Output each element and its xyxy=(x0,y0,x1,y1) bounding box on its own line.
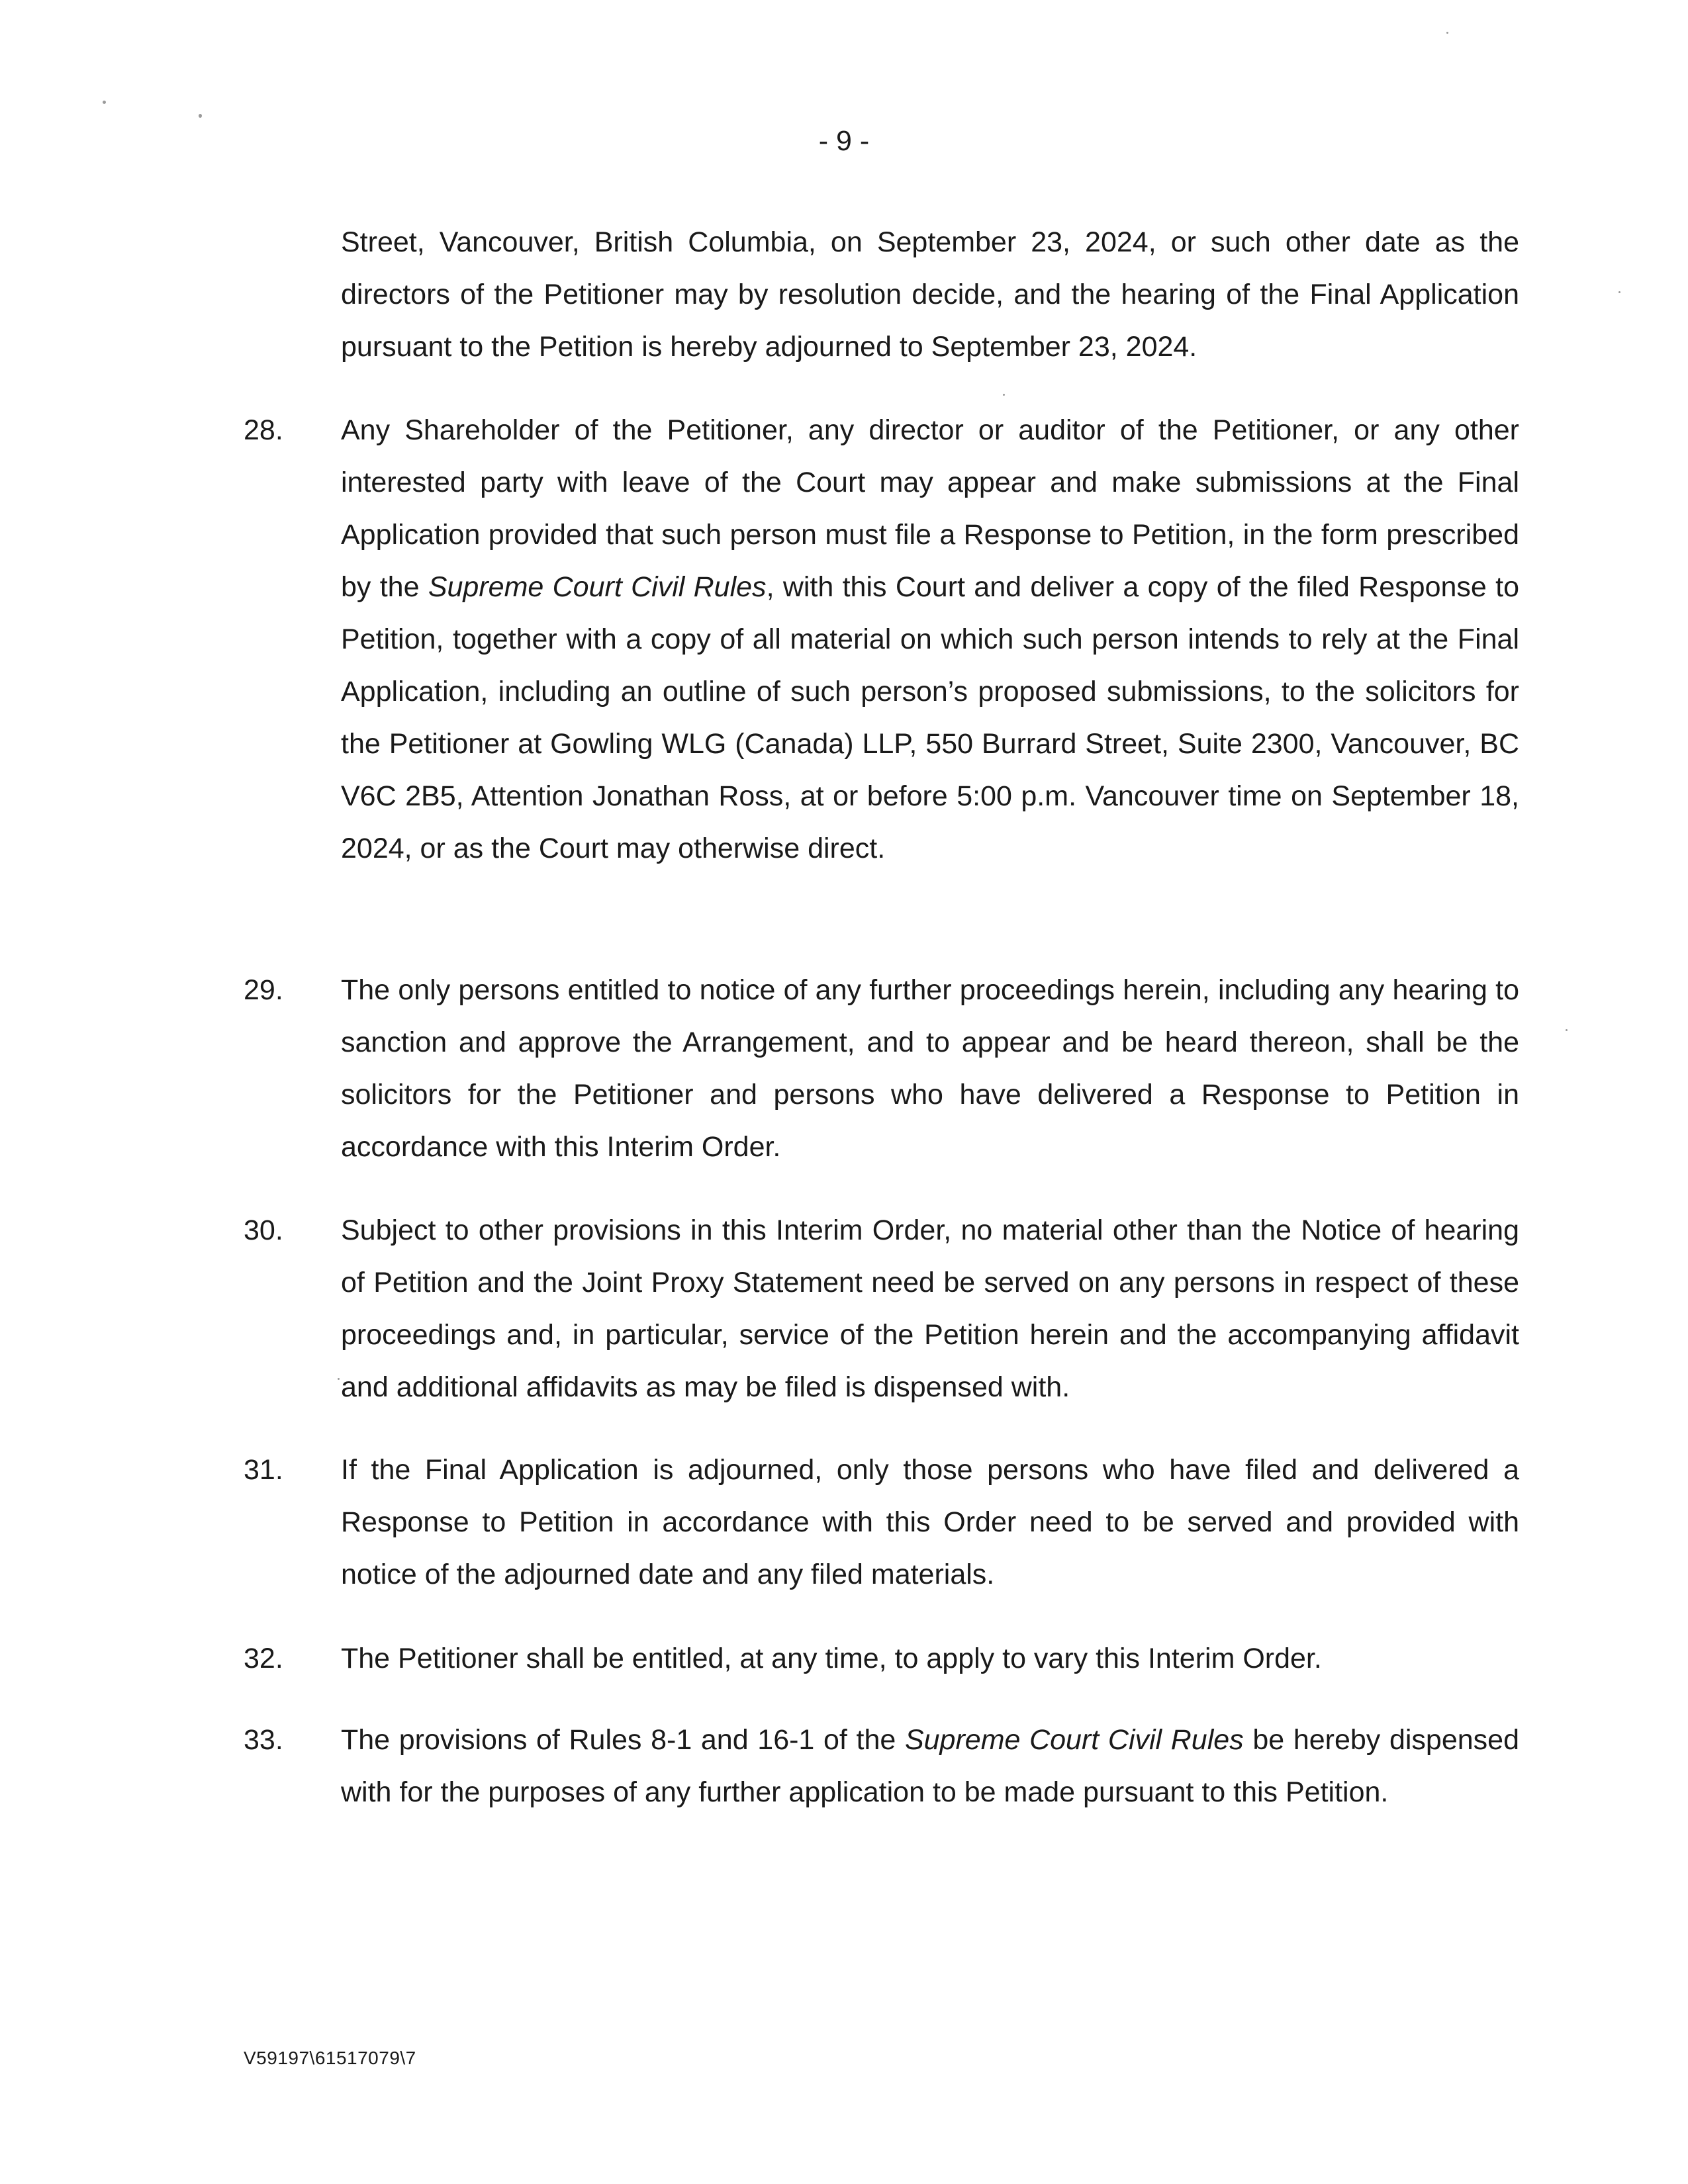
scan-speck xyxy=(1446,32,1448,34)
paragraph-text: Street, Vancouver, British Columbia, on September 23, 2024, or such other date as the directors of the Petitioner may by resolution decide, and the hearing of the Final Application pursuant to the Petition is hereby adjourned to September 23, 2024. xyxy=(341,226,1519,363)
paragraph-text: Any Shareholder of the Petitioner, any director or auditor of the Petitioner, or any other interested party with leave of the Court may appear and make submissions at the Final Application provided that such person must file a Response to Petition, in the form prescribed by the Supreme Court Civil Rules, with this Court and deliver a copy of the filed Response to Petition, together with a copy of all material on which such person intends to rely at the Final Application, including an outline of such person’s proposed submissions, to the solicitors for the Petitioner at Gowling WLG (Canada) LLP, 550 Burrard Street, Suite 2300, Vancouver, BC V6C 2B5, Attention Jonathan Ross, at or before 5:00 p.m. Vancouver time on September 18, 2024, or as the Court may otherwise direct. xyxy=(341,414,1519,864)
paragraph-number: 32. xyxy=(244,1643,283,1674)
paragraph-number: 29. xyxy=(244,974,283,1006)
scan-speck xyxy=(1618,291,1620,293)
scan-speck xyxy=(1566,1029,1568,1031)
paragraph-number: 33. xyxy=(244,1724,283,1756)
scan-speck xyxy=(338,1378,340,1380)
paragraph-number: 28. xyxy=(244,414,283,446)
document-reference: V59197\61517079\7 xyxy=(244,2048,416,2068)
paragraph-text: The only persons entitled to notice of any further proceedings herein, including any hearing to sanction and approve the Arrangement, and to appear and be heard thereon, shall be the solicitors for the Petitioner and persons who have delivered a Response to Petition in accordance with this Interim Order. xyxy=(341,974,1519,1163)
paragraph-text: If the Final Application is adjourned, only those persons who have filed and delivered a Response to Petition in accordance with this Order need to be served and provided with notice of the adjourned date and any filed materials. xyxy=(341,1454,1519,1590)
paragraph-text: Subject to other provisions in this Interim Order, no material other than the Notice of hearing of Petition and the Joint Proxy Statement need be served on any persons in respect of these proceedings and, in particular, service of the Petition herein and the accompanying affidavit and additional affidavits as may be filed is dispensed with. xyxy=(341,1214,1519,1403)
paragraph-text: The provisions of Rules 8-1 and 16-1 of the Supreme Court Civil Rules be hereby dispensed with for the purposes of any further application to be made pursuant to this Petition. xyxy=(341,1724,1519,1808)
scan-speck xyxy=(103,101,106,104)
paragraph-number: 30. xyxy=(244,1214,283,1246)
scan-speck xyxy=(1003,394,1005,396)
scan-speck xyxy=(199,114,202,118)
page-number: - 9 - xyxy=(818,125,870,157)
paragraph-number: 31. xyxy=(244,1454,283,1486)
paragraph-text: The Petitioner shall be entitled, at any time, to apply to vary this Interim Order. xyxy=(341,1643,1322,1674)
